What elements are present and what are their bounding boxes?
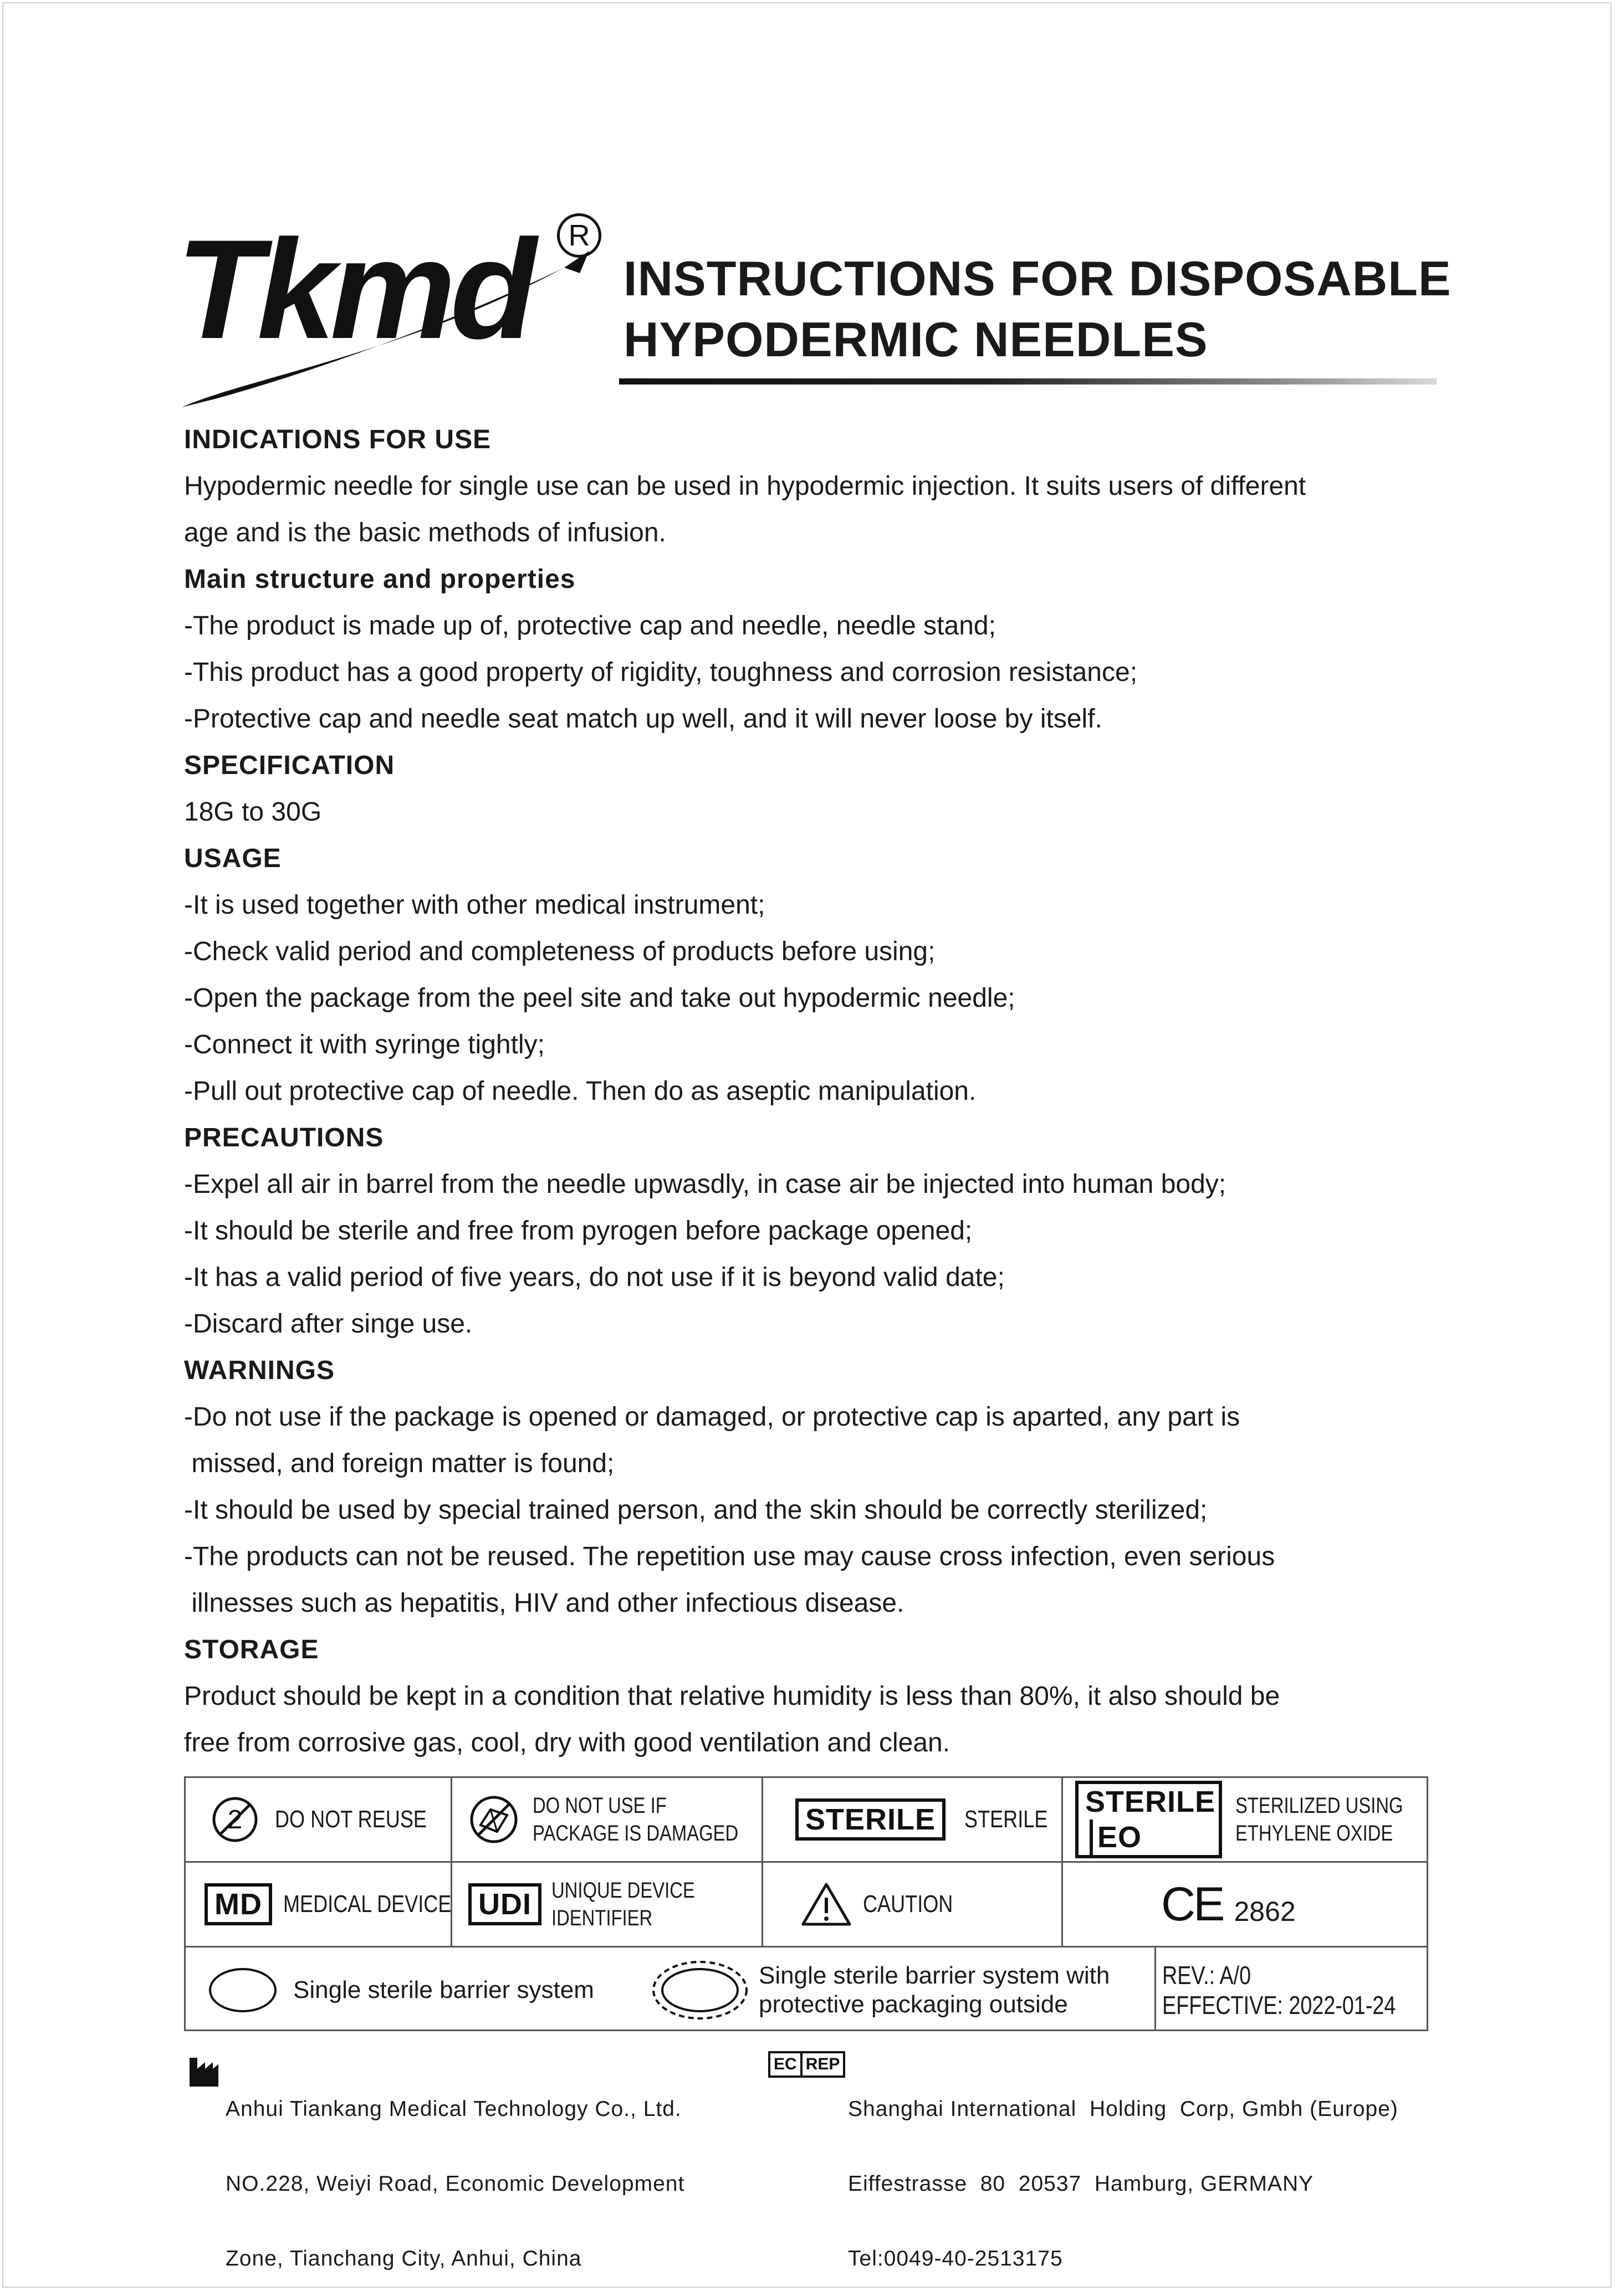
brand-name: Tkmd [176,211,531,368]
sterile-eo-label-line-2: ETHYLENE OXIDE [1235,1821,1393,1846]
effective-date: EFFECTIVE: 2022-01-24 [1162,1991,1396,2020]
single-barrier-protective-icon [651,1960,749,2021]
symbol-single-barrier-protective [651,1948,1110,2033]
damaged-label-line-1: DO NOT USE IF [533,1793,667,1818]
udi-label [551,1877,727,1932]
storage-line: Product should be kept in a condition that relative humidity is less than 80%, it also should be [184,1682,1280,1711]
medical-device-label: MEDICAL DEVICE [283,1890,452,1918]
brand-logo [176,211,609,402]
sterile-eo-box-icon [1075,1781,1222,1858]
revision-number: REV.: A/0 [1162,1961,1251,1990]
precautions-line: -It has a valid period of five years, do not use if it is beyond valid date; [184,1263,1005,1292]
symbol-do-not-reuse [211,1778,460,1861]
indications-line: age and is the basic methods of infusion. [184,518,666,547]
single-barrier-protective-line-1: Single sterile barrier system with [759,1962,1110,1989]
warnings-line: illnesses such as hepatitis, HIV and other infectious disease. [184,1588,904,1618]
manufacturer-line-2: NO.228, Weiyi Road, Economic Development [226,2172,685,2196]
storage-line: free from corrosive gas, cool, dry with good ventilation and clean. [184,1728,950,1757]
symbol-sterile [795,1778,1066,1861]
rep-label: REP [800,2053,844,2075]
manufacturer-address [226,2047,684,2296]
eo-box-text: EO [1097,1821,1142,1854]
damaged-label-line-2: PACKAGE IS DAMAGED [533,1821,739,1846]
caution-triangle-icon [800,1881,853,1928]
damaged-package-icon [468,1794,519,1845]
ce-mark-icon: CE [1161,1878,1223,1931]
manufacturer-line-1: Anhui Tiankang Medical Technology Co., Ltd. [226,2097,682,2121]
manufacturer-icon [188,2054,219,2088]
usage-line: -It is used together with other medical instrument; [184,890,765,920]
symbol-sterile-eo [1075,1778,1440,1861]
usage-line: -Open the package from the peel site and take out hypodermic needle; [184,983,1015,1013]
rep-line-3: Tel:0049-40-2513175 [848,2247,1063,2271]
precautions-line: -Expel all air in barrel from the needle upwasdly, in case air be injected into human body; [184,1170,1226,1199]
do-not-reuse-glyph: 2 [227,1805,243,1834]
warnings-line: missed, and foreign matter is found; [184,1449,615,1478]
ce-number: 2862 [1234,1896,1296,1927]
warnings-line: -It should be used by special trained person, and the skin should be correctly sterilized; [184,1495,1208,1525]
structure-line: -The product is made up of, protective cap and needle, needle stand; [184,611,996,640]
warnings-line: -The products can not be reused. The repetition use may cause cross infection, even serious [184,1542,1275,1571]
ec-label: EC [774,2055,797,2073]
title-underline [619,378,1437,385]
manufacturer-line-3: Zone, Tianchang City, Anhui, China [226,2247,582,2271]
warnings-line: -Do not use if the package is opened or damaged, or protective cap is aparted, any part is [184,1402,1240,1432]
damaged-label [533,1792,784,1847]
usage-line: -Pull out protective cap of needle. Then do as aseptic manipulation. [184,1077,977,1106]
usage-line: -Check valid period and completeness of products before using; [184,937,936,966]
single-barrier-label: Single sterile barrier system [293,1976,594,2003]
revision-info [1162,1948,1447,2033]
table-divider [1154,1946,1156,2031]
specification-line: 18G to 30G [184,797,322,827]
caution-label: CAUTION [863,1890,953,1918]
structure-line: -This product has a good property of rigidity, toughness and corrosion resistance; [184,658,1138,687]
udi-box-icon: UDI [468,1883,541,1925]
sterile-box-icon: STERILE [795,1798,946,1841]
eu-representative-address [848,2047,1398,2296]
single-barrier-icon [208,1967,278,2013]
do-not-reuse-label: DO NOT REUSE [275,1806,427,1833]
section-heading-storage: STORAGE [184,1635,319,1664]
symbol-caution [800,1863,973,1946]
md-box-icon: MD [205,1883,272,1925]
rep-line-1: Shanghai International Holding Corp, Gmbh (Europe) [848,2097,1398,2121]
udi-label-line-1: UNIQUE DEVICE [551,1878,695,1903]
precautions-line: -Discard after singe use. [184,1309,473,1339]
indications-line: Hypodermic needle for single use can be used in hypodermic injection. It suits users of different [184,472,1306,501]
ec-rep-icon [768,2051,845,2078]
single-barrier-protective-label [759,1961,1110,2019]
revision-block [1162,1960,1447,2020]
section-heading-indications: INDICATIONS FOR USE [184,425,492,454]
section-heading-specification: SPECIFICATION [184,751,395,780]
instructions-body [184,417,1453,1766]
sterile-eo-label [1235,1792,1440,1847]
symbol-medical-device [205,1863,488,1946]
title-line-1: INSTRUCTIONS FOR DISPOSABLE [623,251,1452,306]
title-line-2: HYPODERMIC NEEDLES [623,312,1208,367]
sterile-eo-box-text: STERILE [1085,1785,1216,1818]
symbol-ce-mark [1161,1863,1296,1946]
page-title [623,248,1452,370]
section-heading-precautions: PRECAUTIONS [184,1123,384,1152]
structure-line: -Protective cap and needle seat match up well, and it will never loose by itself. [184,704,1102,734]
registered-mark-icon: R [557,213,601,258]
udi-label-line-2: IDENTIFIER [551,1906,653,1930]
do-not-reuse-icon [211,1795,259,1844]
symbol-single-barrier [208,1948,594,2033]
symbol-do-not-use-if-damaged [468,1778,784,1861]
single-barrier-protective-line-2: protective packaging outside [759,1991,1068,2018]
section-heading-structure: Main structure and properties [184,565,576,594]
symbol-udi [468,1863,727,1946]
rep-line-2: Eiffestrasse 80 20537 Hamburg, GERMANY [848,2172,1314,2196]
precautions-line: -It should be sterile and free from pyrogen before package opened; [184,1216,973,1246]
sterile-eo-label-line-1: STERILIZED USING [1235,1793,1403,1818]
section-heading-warnings: WARNINGS [184,1356,335,1385]
sterile-label: STERILE [964,1806,1048,1833]
usage-line: -Connect it with syringe tightly; [184,1030,545,1059]
symbol-table [184,1776,1428,2031]
section-heading-usage: USAGE [184,844,282,873]
